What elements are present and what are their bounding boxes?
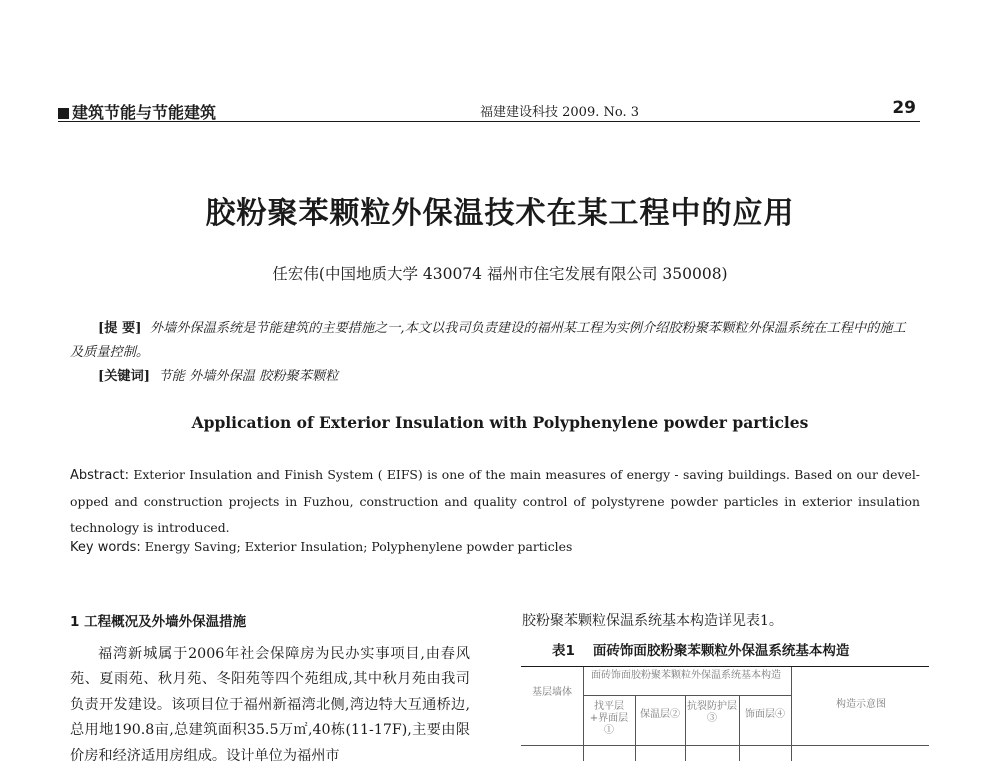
section-heading: 1 工程概况及外墙外保温措施 — [70, 610, 470, 636]
section-label: 建筑节能与节能建筑 — [58, 100, 216, 123]
body-paragraph: 福湾新城属于2006年社会保障房为民办实事项目,由春风苑、夏雨苑、秋月苑、冬阳苑等四个苑组成,其中秋月苑由我司负责开发建设。该项目位于福州新福湾北侧,湾边特大互通桥边,总用地190.8亩,总建筑面积35.5万㎡,40栋(11-17F),主要由限价房和经济适用房组成。设计单位为福州市 — [70, 642, 470, 769]
keywords-en-text: Energy Saving; Exterior Insulation; Polyphenylene powder particles — [145, 539, 573, 554]
table-header-col5: 构造示意图 — [806, 699, 916, 711]
table-header-base: 基层墙体 — [529, 687, 575, 699]
abstract-en-text: Exterior Insulation and Finish System ( EIFS) is one of the main measures of energy - saving buildings. Based on our devel- opped and construction projects in Fuzhou, construction and quality control of polystyrene powder particles in exterior insulation technology is introduced. — [70, 467, 920, 535]
table-divider — [583, 667, 584, 761]
abstract-cn-text: 外墙外保温系统是节能建筑的主要措施之一,本文以我司负责建设的福州某工程为实例介绍胶粉聚苯颗粒外保温系统在工程中的施工及质量控制。 — [70, 321, 906, 360]
table-divider — [739, 695, 740, 761]
abstract-en-label: Abstract: — [70, 468, 129, 483]
paper-title: 胶粉聚苯颗粒外保温技术在某工程中的应用 — [0, 188, 1000, 232]
table-divider — [635, 695, 636, 761]
table-divider — [583, 695, 791, 696]
table-header-col1: 找平层+界面层① — [585, 701, 633, 737]
page-number: 29 — [892, 98, 916, 118]
abstract-cn — [70, 317, 916, 365]
table-divider — [685, 695, 686, 761]
keywords-cn-text: 节能 外墙外保温 胶粉聚苯颗粒 — [158, 369, 338, 384]
abstract-en — [70, 462, 920, 541]
table-divider — [521, 745, 929, 746]
structure-table — [521, 666, 929, 761]
authors: 任宏伟(中国地质大学 430074 福州市住宅发展有限公司 350008) — [0, 262, 1000, 284]
table-group-header: 面砖饰面胶粉聚苯颗粒外保温系统基本构造 — [591, 670, 781, 682]
keywords-cn — [98, 365, 338, 384]
table-number: 表1 — [552, 643, 575, 659]
header-rule — [58, 121, 920, 122]
table-header-col2: 保温层② — [637, 709, 683, 721]
table-header-col4: 饰面层④ — [741, 709, 789, 721]
table-title: 面砖饰面胶粉聚苯颗粒外保温系统基本构造 — [593, 643, 850, 659]
table-header-col3: 抗裂防护层③ — [687, 701, 737, 725]
keywords-en — [70, 539, 572, 555]
table-caption — [552, 639, 867, 659]
journal-name: 福建建设科技 2009. No. 3 — [480, 101, 639, 120]
english-title: Application of Exterior Insulation with Polyphenylene powder particles — [0, 413, 1000, 432]
square-bullet-icon — [58, 108, 69, 119]
abstract-cn-label: [提 要] — [98, 321, 141, 336]
table-divider — [791, 667, 792, 761]
right-column-intro: 胶粉聚苯颗粒保温系统基本构造详见表1。 — [522, 610, 783, 630]
keywords-en-label: Key words: — [70, 540, 141, 555]
keywords-cn-label: [关键词] — [98, 369, 150, 384]
left-column — [70, 610, 470, 769]
